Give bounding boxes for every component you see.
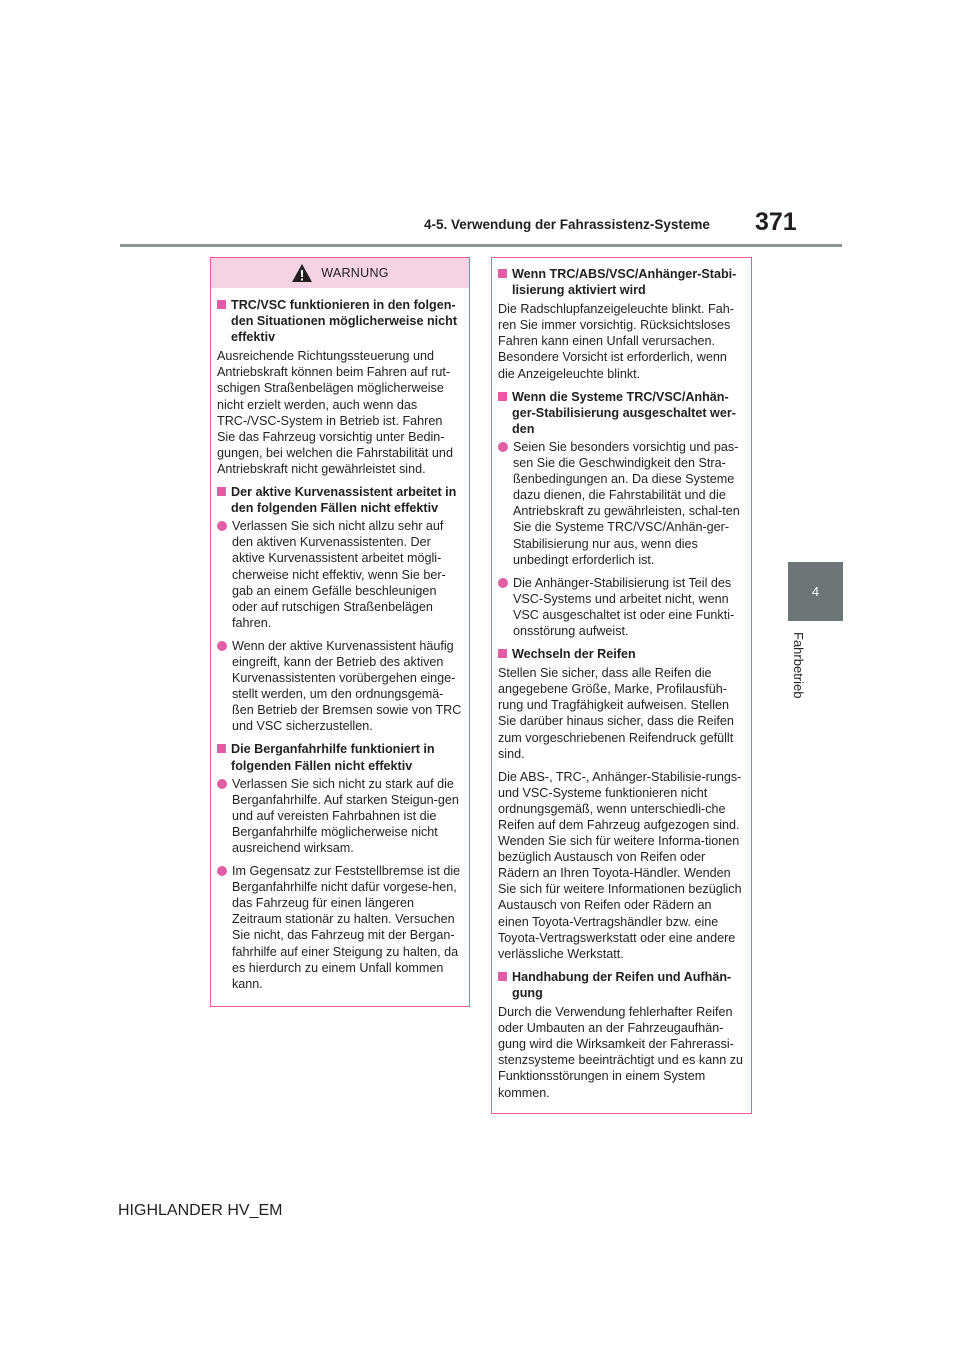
square-bullet-icon <box>498 972 507 981</box>
chapter-tab: 4 <box>788 562 843 621</box>
paragraph: Durch die Verwendung fehlerhafter Reifen oder Umbauten an der Fahrzeugaufhän-gung wird die Wirksamkeit der Fahrerassi-stenzsysteme beeinträchtigt und es kann zu Funktionsstörungen in einem System kommen. <box>498 1005 744 1100</box>
round-bullet-icon <box>498 578 508 588</box>
paragraph: Die ABS-, TRC-, Anhänger-Stabilisie-rungs- und VSC-Systeme funktionieren nicht ordnungsgemäß, wenn unterschiedli-che Reifen auf dem Fahrzeug aufgezogen sind. Wenden Sie sich für weitere Informa-tionen bezüglich Austausch von Reifen oder Rädern an Ihren Toyota-Händler. Wenden Sie sich für weitere Informationen bezüglich Austausch von Reifen oder Rädern an einen Toyota-Vertragshändler bzw. eine Toyota-Vertragswerkstatt oder eine andere verlässliche Werkstatt. <box>498 769 742 961</box>
page-number: 371 <box>755 208 797 236</box>
section-title: 4-5. Verwendung der Fahrassistenz-Systeme <box>424 217 710 232</box>
list-item: Im Gegensatz zur Feststellbremse ist die Berganfahrhilfe nicht dafür vorgese-hen, das Fahrzeug für einen längeren Zeitraum stationär zu halten. Versuchen Sie nicht, das Fahrzeug mit der Bergan-fahrhilfe auf einer Steigung zu halten, da es hierdurch zu einem Unfall kommen kann. <box>217 863 463 992</box>
warning-box <box>210 257 470 1007</box>
square-bullet-icon <box>498 649 507 658</box>
warning-body <box>211 288 469 992</box>
round-bullet-icon <box>217 521 227 531</box>
footer-model: HIGHLANDER HV_EM <box>118 1202 283 1219</box>
square-bullet-icon <box>217 300 226 309</box>
square-bullet-icon <box>217 487 226 496</box>
info-box <box>491 257 752 1114</box>
paragraph: Die Radschlupfanzeigeleuchte blinkt. Fah-ren Sie immer vorsichtig. Rücksichtsloses Fahren kann einen Unfall verursachen. Besondere Vorsicht ist erforderlich, wenn die Anzeigeleuchte blinkt. <box>498 302 734 381</box>
warning-triangle-icon <box>291 263 313 283</box>
square-bullet-icon <box>498 392 507 401</box>
round-bullet-icon <box>498 442 508 452</box>
round-bullet-icon <box>217 866 227 876</box>
square-bullet-icon <box>217 744 226 753</box>
section-heading: Wenn TRC/ABS/VSC/Anhänger-Stabi-lisierung aktiviert wird <box>498 266 745 298</box>
section-heading: TRC/VSC funktionieren in den folgen-den Situationen möglicherweise nicht effektiv <box>217 297 463 345</box>
chapter-label: Fahrbetrieb <box>791 632 806 699</box>
info-body <box>492 258 751 1101</box>
section-heading: Der aktive Kurvenassistent arbeitet in den folgenden Fällen nicht effektiv <box>217 484 463 516</box>
square-bullet-icon <box>498 269 507 278</box>
list-item: Verlassen Sie sich nicht zu stark auf die Berganfahrhilfe. Auf starken Steigun-gen und auf vereisten Fahrbahnen ist die Berganfahrhilfe möglicherweise nicht ausreichend wirksam. <box>217 776 463 856</box>
round-bullet-icon <box>217 641 227 651</box>
list-item: Seien Sie besonders vorsichtig und pas-sen Sie die Geschwindigkeit den Stra-ßenbedingungen an. Da diese Systeme dazu dienen, die Fahrstabilität und die Antriebskraft zu gewährleisten, schal-ten Sie die Systeme TRC/VSC/Anhän-ger-Stabilisierung nur aus, wenn dies unbedingt erforderlich ist. <box>498 439 745 568</box>
section-heading: Handhabung der Reifen und Aufhän-gung <box>498 969 745 1001</box>
warning-label: WARNUNG <box>321 266 389 280</box>
list-item: Verlassen Sie sich nicht allzu sehr auf den aktiven Kurvenassistenten. Der aktive Kurvenassistent arbeitet mögli-cherweise nicht effektiv, wenn Sie ber-gab an einem Gefälle beschleunigen oder auf rutschigen Straßenbelägen fahren. <box>217 518 463 631</box>
round-bullet-icon <box>217 779 227 789</box>
warning-header <box>211 258 469 288</box>
section-heading: Wenn die Systeme TRC/VSC/Anhän-ger-Stabilisierung ausgeschaltet wer-den <box>498 389 745 437</box>
section-heading: Wechseln der Reifen <box>498 646 745 662</box>
section-heading: Die Berganfahrhilfe funktioniert in folgenden Fällen nicht effektiv <box>217 741 463 773</box>
list-item: Wenn der aktive Kurvenassistent häufig eingreift, kann der Betrieb des aktiven Kurvenassistenten vorübergehen einge-stellt werden, um den ordnungsgemä-ßen Betrieb der Bremsen sowie von TRC und VSC sicherzustellen. <box>217 638 463 735</box>
header-rule <box>120 244 842 247</box>
list-item: Die Anhänger-Stabilisierung ist Teil des VSC-Systems und arbeitet nicht, wenn VSC ausgeschaltet ist oder eine Funkti-onsstörung aufweist. <box>498 575 745 639</box>
paragraph: Stellen Sie sicher, dass alle Reifen die angegebene Größe, Marke, Profilausfüh-rung und Tragfähigkeit aufweisen. Stellen Sie darüber hinaus sicher, dass die Reifen zum vorgeschriebenen Reifendruck gefüllt sind. <box>498 666 734 761</box>
paragraph: Ausreichende Richtungssteuerung und Antriebskraft können beim Fahren auf rut-schigen Straßenbelägen möglicherweise nicht erzielt werden, auch wenn das TRC-/VSC-System in Betrieb ist. Fahren Sie das Fahrzeug vorsichtig unter Bedin-gungen, bei welchen die Fahrstabilität und Antriebskraft nicht gewährleistet sind. <box>217 349 453 476</box>
